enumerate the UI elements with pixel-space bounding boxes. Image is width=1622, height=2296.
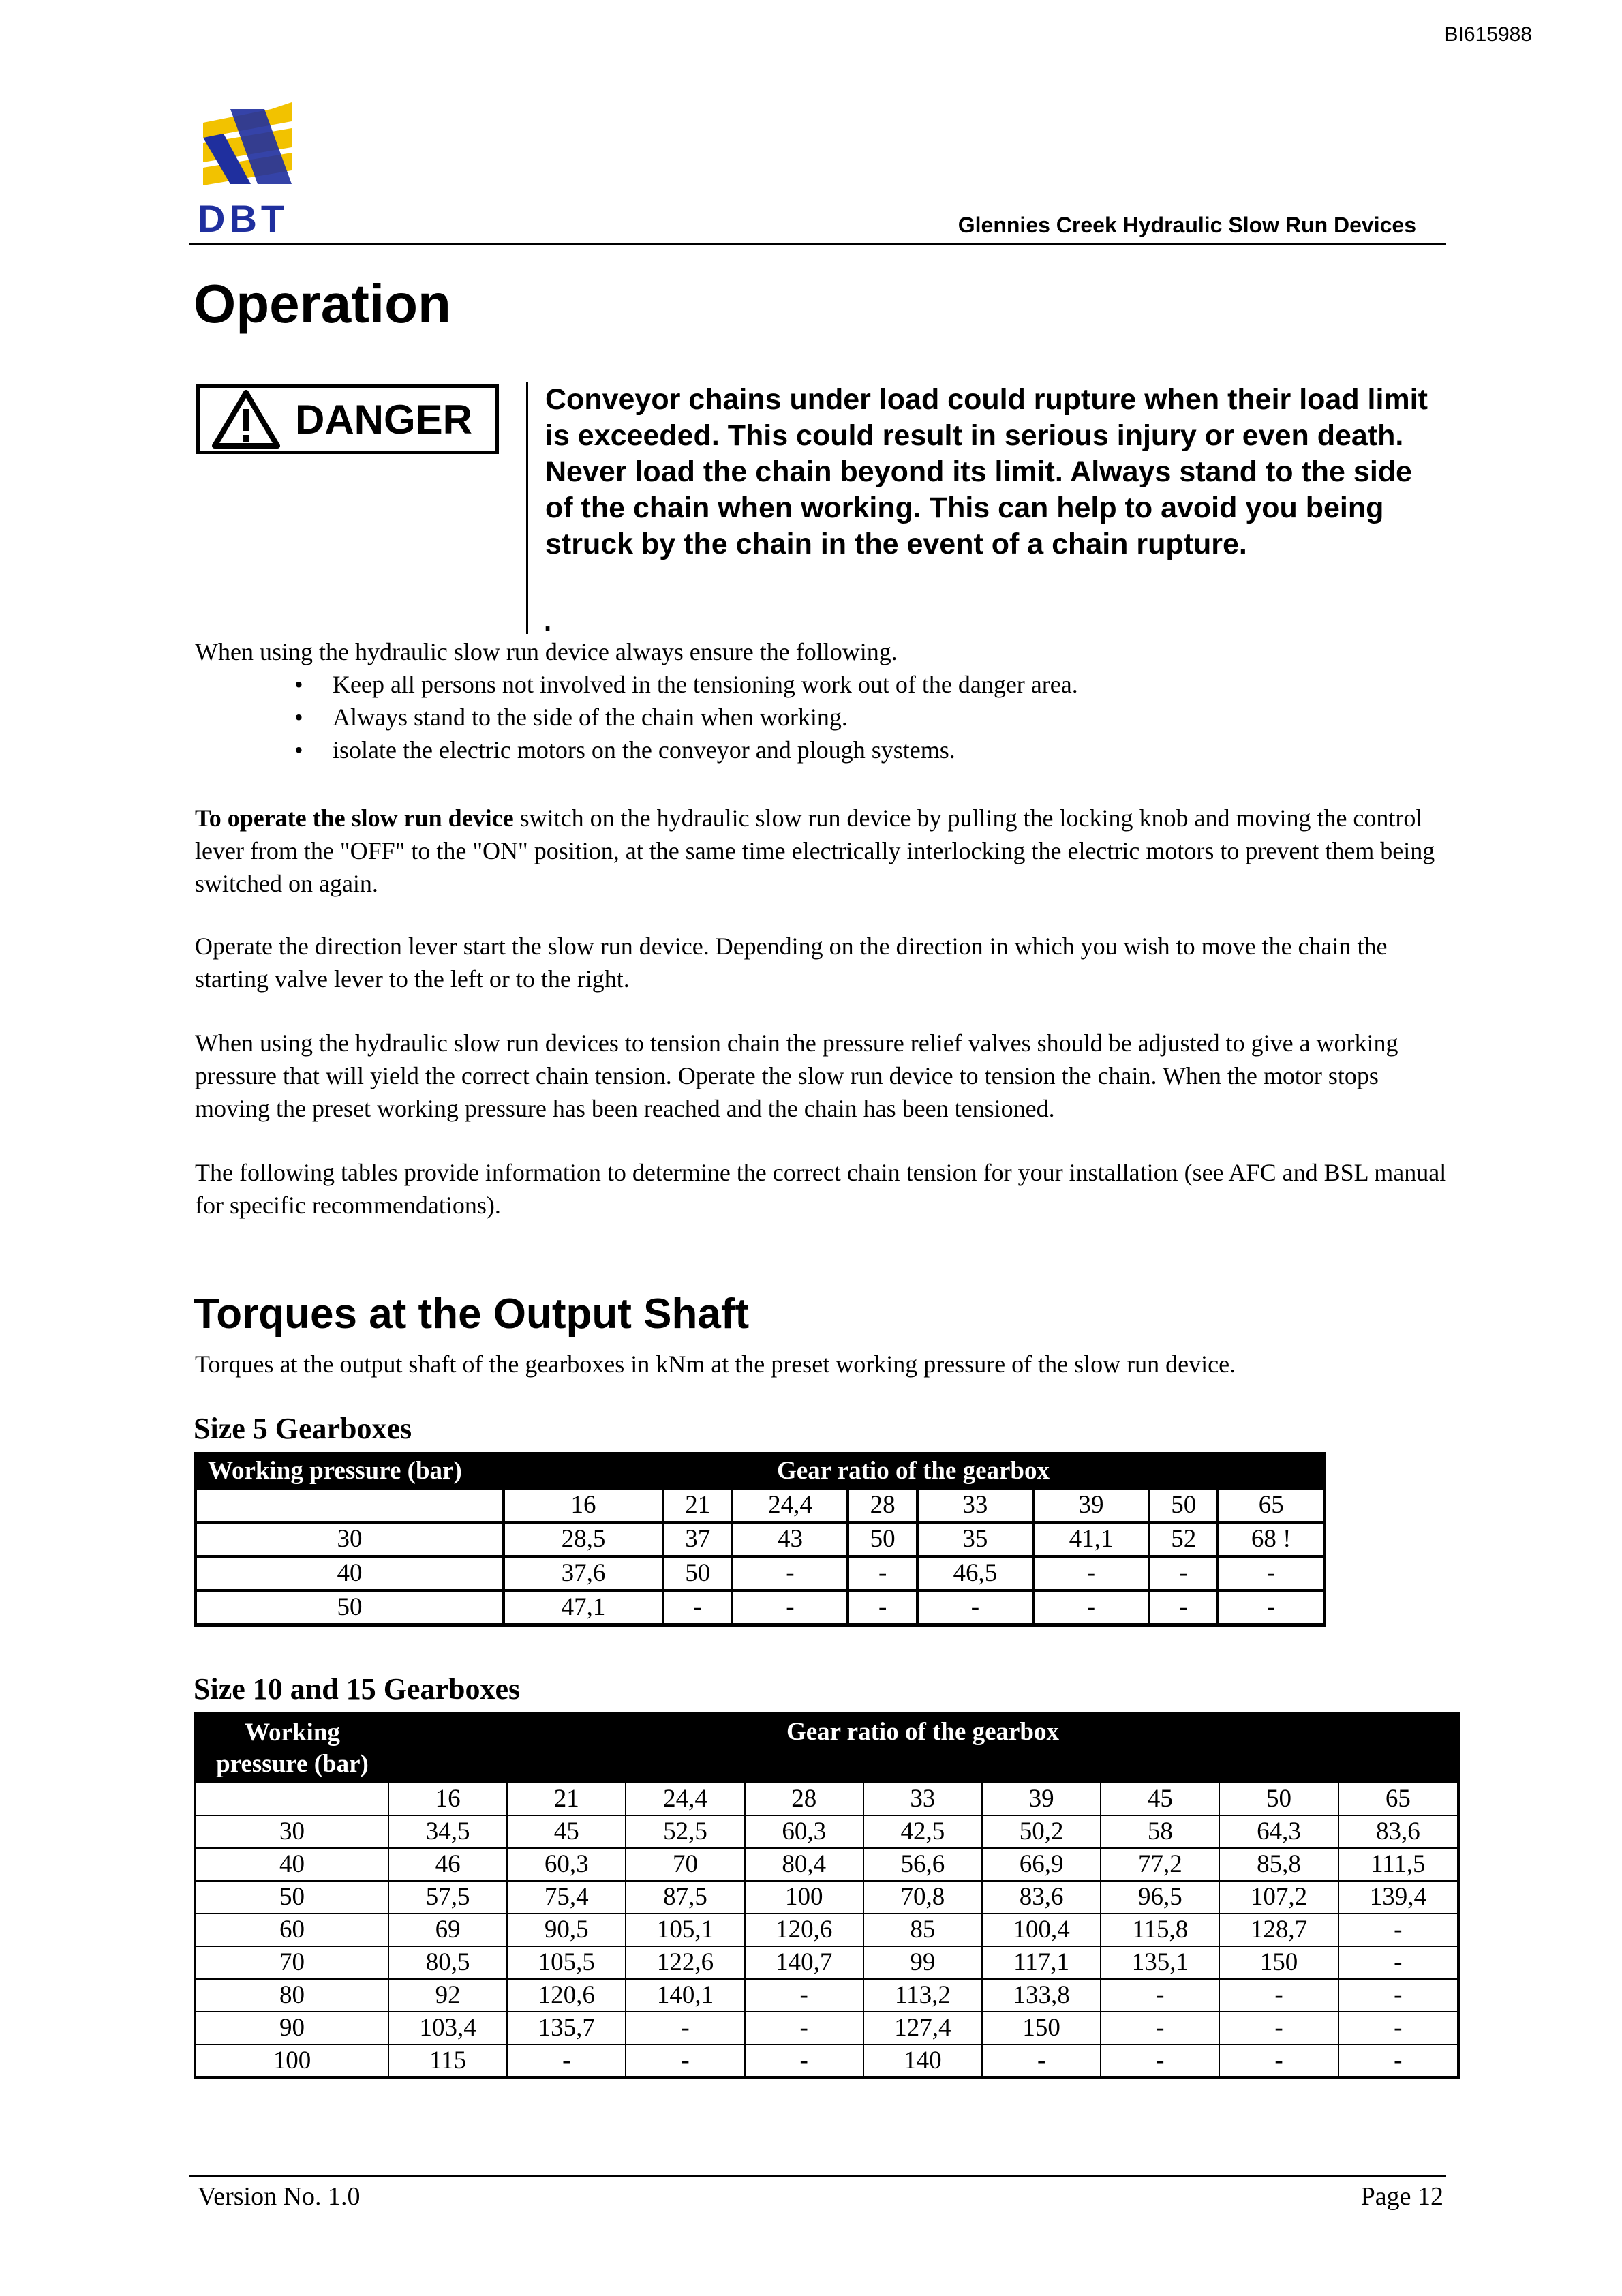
table-cell: 28,5 <box>504 1522 663 1556</box>
table-cell: 42,5 <box>863 1815 982 1848</box>
table-cell: 35 <box>917 1522 1033 1556</box>
table-cell: - <box>626 2044 744 2078</box>
table-cell: - <box>1219 2044 1338 2078</box>
table-cell: - <box>1101 2044 1219 2078</box>
table-cell: - <box>1338 1946 1458 1979</box>
table-cell: 34,5 <box>388 1815 507 1848</box>
pressure-cell: 50 <box>196 1590 504 1625</box>
ratio-cell: 21 <box>663 1488 732 1522</box>
table-cell: - <box>1149 1590 1218 1625</box>
table-cell: 50 <box>848 1522 917 1556</box>
pressure-cell: 90 <box>195 2012 388 2044</box>
table-cell: - <box>1149 1556 1218 1590</box>
pressure-cell: 40 <box>195 1848 388 1881</box>
table-cell: 68 ! <box>1218 1522 1324 1556</box>
table-header-row <box>195 1714 1458 1783</box>
list-item: • Keep all persons not involved in the tensioning work out of the danger area. <box>195 668 1456 701</box>
table-cell: 57,5 <box>388 1881 507 1914</box>
table-cell: 66,9 <box>982 1848 1101 1881</box>
size5-torque-table <box>194 1452 1326 1627</box>
pressure-cell: 60 <box>195 1914 388 1946</box>
ratio-cell: 39 <box>1033 1488 1149 1522</box>
ratio-cell: 24,4 <box>626 1783 744 1815</box>
table-cell: 90,5 <box>507 1914 626 1946</box>
table-row <box>196 1556 1325 1590</box>
table-header-row <box>196 1454 1325 1489</box>
table-cell: 140 <box>863 2044 982 2078</box>
table-row <box>195 1979 1458 2012</box>
ratio-cell: 28 <box>848 1488 917 1522</box>
list-item: • isolate the electric motors on the conveyor and plough systems. <box>195 734 1456 766</box>
table-cell: 50,2 <box>982 1815 1101 1848</box>
table-cell: 83,6 <box>1338 1815 1458 1848</box>
table-cell: - <box>1218 1556 1324 1590</box>
tension-paragraph <box>195 1027 1456 1125</box>
table-cell: 52 <box>1149 1522 1218 1556</box>
ratio-cell: 65 <box>1218 1488 1324 1522</box>
danger-line: Never load the chain beyond its limit. Always stand to the side of the chain when working. This can help to avoid you being struck by the chain in the event of a chain rupture. <box>545 455 1412 560</box>
table-cell: 41,1 <box>1033 1522 1149 1556</box>
table-cell: 150 <box>982 2012 1101 2044</box>
table-cell: - <box>732 1590 848 1625</box>
table-cell: 77,2 <box>1101 1848 1219 1881</box>
footer-version: Version No. 1.0 <box>198 2182 361 2211</box>
table-cell: 83,6 <box>982 1881 1101 1914</box>
table-row <box>195 1848 1458 1881</box>
ratio-cell: 50 <box>1149 1488 1218 1522</box>
table-cell: - <box>626 2012 744 2044</box>
table-cell <box>195 1783 388 1815</box>
ratio-cell: 45 <box>1101 1783 1219 1815</box>
table-cell: 45 <box>507 1815 626 1848</box>
operate-bold-lead: To operate the slow run device <box>195 804 514 832</box>
table-cell: 58 <box>1101 1815 1219 1848</box>
working-pressure-header: Working pressure (bar) <box>195 1714 388 1783</box>
ratio-cell: 50 <box>1219 1783 1338 1815</box>
table5-title: Size 5 Gearboxes <box>194 1412 412 1445</box>
table-cell: 120,6 <box>507 1979 626 2012</box>
pressure-cell: 40 <box>196 1556 504 1590</box>
table-cell: 47,1 <box>504 1590 663 1625</box>
ratio-cell: 28 <box>745 1783 863 1815</box>
table-row <box>195 1783 1458 1815</box>
table-cell: 139,4 <box>1338 1881 1458 1914</box>
table-cell: 117,1 <box>982 1946 1101 1979</box>
table10-title: Size 10 and 15 Gearboxes <box>194 1672 521 1706</box>
table-cell: 46 <box>388 1848 507 1881</box>
table-cell: - <box>982 2044 1101 2078</box>
ratio-cell: 33 <box>863 1783 982 1815</box>
gear-ratio-header: Gear ratio of the gearbox <box>388 1714 1458 1783</box>
ratio-cell: 39 <box>982 1783 1101 1815</box>
table-row <box>196 1488 1325 1522</box>
table-cell: - <box>745 1979 863 2012</box>
table-cell: - <box>1033 1590 1149 1625</box>
table-cell: 87,5 <box>626 1881 744 1914</box>
table-cell: - <box>848 1590 917 1625</box>
table-cell: 99 <box>863 1946 982 1979</box>
table-row <box>196 1522 1325 1556</box>
bullet-list <box>195 668 1456 766</box>
warning-triangle-icon <box>212 390 280 449</box>
table-cell: 64,3 <box>1219 1815 1338 1848</box>
table-cell: 56,6 <box>863 1848 982 1881</box>
working-pressure-header: Working pressure (bar) <box>196 1454 504 1489</box>
table-row <box>195 2012 1458 2044</box>
table-cell: - <box>732 1556 848 1590</box>
table-cell: - <box>1219 1979 1338 2012</box>
ratio-cell: 65 <box>1338 1783 1458 1815</box>
table-cell: - <box>745 2044 863 2078</box>
footer-rule <box>189 2175 1446 2177</box>
table-cell: 96,5 <box>1101 1881 1219 1914</box>
danger-sign <box>196 384 499 454</box>
danger-trailing-dot: . <box>544 607 552 637</box>
table-cell: 60,3 <box>507 1848 626 1881</box>
table-cell: 140,1 <box>626 1979 744 2012</box>
table-row <box>195 1946 1458 1979</box>
table-cell: - <box>1218 1590 1324 1625</box>
table-cell: - <box>1101 2012 1219 2044</box>
danger-message <box>545 382 1445 562</box>
table-cell: 85,8 <box>1219 1848 1338 1881</box>
danger-divider <box>526 382 528 634</box>
tables-intro-paragraph <box>195 1156 1456 1222</box>
danger-label: DANGER <box>295 396 473 442</box>
direction-paragraph <box>195 930 1456 995</box>
table-cell: 85 <box>863 1914 982 1946</box>
table-cell: 115,8 <box>1101 1914 1219 1946</box>
table-cell: - <box>507 2044 626 2078</box>
table-cell: 103,4 <box>388 2012 507 2044</box>
table-cell: 135,1 <box>1101 1946 1219 1979</box>
table-cell: - <box>663 1590 732 1625</box>
table-cell: 140,7 <box>745 1946 863 1979</box>
danger-line: Conveyor chains under load could rupture when their load limit is exceeded. This could result in serious injury or even death. <box>545 383 1428 452</box>
tension-text: When using the hydraulic slow run devices to tension chain the pressure relief valves should be adjusted to give a working pressure that will yield the correct chain tension. Operate the slow run device to tension the chain. When the motor stops moving the preset working pressure has been reached and the chain has been tensioned. <box>195 1029 1398 1122</box>
table-cell: 69 <box>388 1914 507 1946</box>
logo-text: DBT <box>198 197 289 240</box>
tables-intro-text: The following tables provide information to determine the correct chain tension for your installation (see AFC and BSL manual for specific recommendations). <box>195 1159 1447 1219</box>
pressure-cell: 100 <box>195 2044 388 2078</box>
table-cell: 37,6 <box>504 1556 663 1590</box>
torque-description: Torques at the output shaft of the gearboxes in kNm at the preset working pressure of the slow run device. <box>195 1350 1236 1378</box>
table-cell: 115 <box>388 2044 507 2078</box>
table-cell: 133,8 <box>982 1979 1101 2012</box>
table-cell: 75,4 <box>507 1881 626 1914</box>
list-item: • Always stand to the side of the chain when working. <box>195 701 1456 734</box>
ratio-cell: 24,4 <box>732 1488 848 1522</box>
direction-text: Operate the direction lever start the slow run device. Depending on the direction in which you wish to move the chain the starting valve lever to the left or to the right. <box>195 933 1388 993</box>
table-cell: 37 <box>663 1522 732 1556</box>
table-cell: 80,4 <box>745 1848 863 1881</box>
table-cell: 105,5 <box>507 1946 626 1979</box>
operate-text: switch on the hydraulic slow run device by pulling the locking knob and moving the control lever from the "OFF" to the "ON" position, at the same time electrically interlocking the electric motors to prevent them being switched on again. <box>195 804 1435 897</box>
table-cell: - <box>917 1590 1033 1625</box>
pressure-cell: 30 <box>196 1522 504 1556</box>
table-cell: - <box>1338 1979 1458 2012</box>
intro-text: When using the hydraulic slow run device always ensure the following. <box>195 638 898 665</box>
table-cell: 70,8 <box>863 1881 982 1914</box>
ratio-cell: 21 <box>507 1783 626 1815</box>
table-cell: 43 <box>732 1522 848 1556</box>
table-cell: 80,5 <box>388 1946 507 1979</box>
table-cell: 107,2 <box>1219 1881 1338 1914</box>
table-cell: 111,5 <box>1338 1848 1458 1881</box>
operate-paragraph <box>195 802 1456 900</box>
table-cell: - <box>1338 2044 1458 2078</box>
table-cell: 92 <box>388 1979 507 2012</box>
table-cell: 46,5 <box>917 1556 1033 1590</box>
header-rule <box>189 243 1446 245</box>
table-cell: 150 <box>1219 1946 1338 1979</box>
table-cell: - <box>1338 1914 1458 1946</box>
table-cell: - <box>1338 2012 1458 2044</box>
table-row <box>195 1914 1458 1946</box>
table-cell: 135,7 <box>507 2012 626 2044</box>
table-row <box>195 1815 1458 1848</box>
ratio-cell: 16 <box>504 1488 663 1522</box>
table-row <box>195 2044 1458 2078</box>
intro-block <box>195 635 1456 766</box>
section-title: Operation <box>194 273 451 334</box>
table-cell: - <box>848 1556 917 1590</box>
table-cell: 113,2 <box>863 1979 982 2012</box>
table-cell: 100 <box>745 1881 863 1914</box>
table-cell: 127,4 <box>863 2012 982 2044</box>
table-cell: 100,4 <box>982 1914 1101 1946</box>
pressure-cell: 30 <box>195 1815 388 1848</box>
gear-ratio-header: Gear ratio of the gearbox <box>504 1454 1325 1489</box>
ratio-cell: 16 <box>388 1783 507 1815</box>
pressure-cell: 80 <box>195 1979 388 2012</box>
table-cell: 122,6 <box>626 1946 744 1979</box>
size10-15-torque-table <box>194 1712 1460 2079</box>
table-row <box>195 1881 1458 1914</box>
header-title: Glennies Creek Hydraulic Slow Run Devices <box>958 213 1416 237</box>
document-id: BI615988 <box>1444 23 1532 46</box>
table-cell: 128,7 <box>1219 1914 1338 1946</box>
table-cell: - <box>1101 1979 1219 2012</box>
table-cell: 52,5 <box>626 1815 744 1848</box>
pressure-cell: 50 <box>195 1881 388 1914</box>
pressure-cell: 70 <box>195 1946 388 1979</box>
torque-section-title: Torques at the Output Shaft <box>194 1290 750 1338</box>
table-row <box>196 1590 1325 1625</box>
table-cell: 50 <box>663 1556 732 1590</box>
table-cell: 105,1 <box>626 1914 744 1946</box>
footer-page-number: Page 12 <box>1360 2182 1443 2211</box>
table-cell: 60,3 <box>745 1815 863 1848</box>
table-cell: - <box>1219 2012 1338 2044</box>
table-cell: - <box>1033 1556 1149 1590</box>
table-cell <box>196 1488 504 1522</box>
table-cell: 70 <box>626 1848 744 1881</box>
table-cell: 120,6 <box>745 1914 863 1946</box>
table-cell: - <box>745 2012 863 2044</box>
ratio-cell: 33 <box>917 1488 1033 1522</box>
